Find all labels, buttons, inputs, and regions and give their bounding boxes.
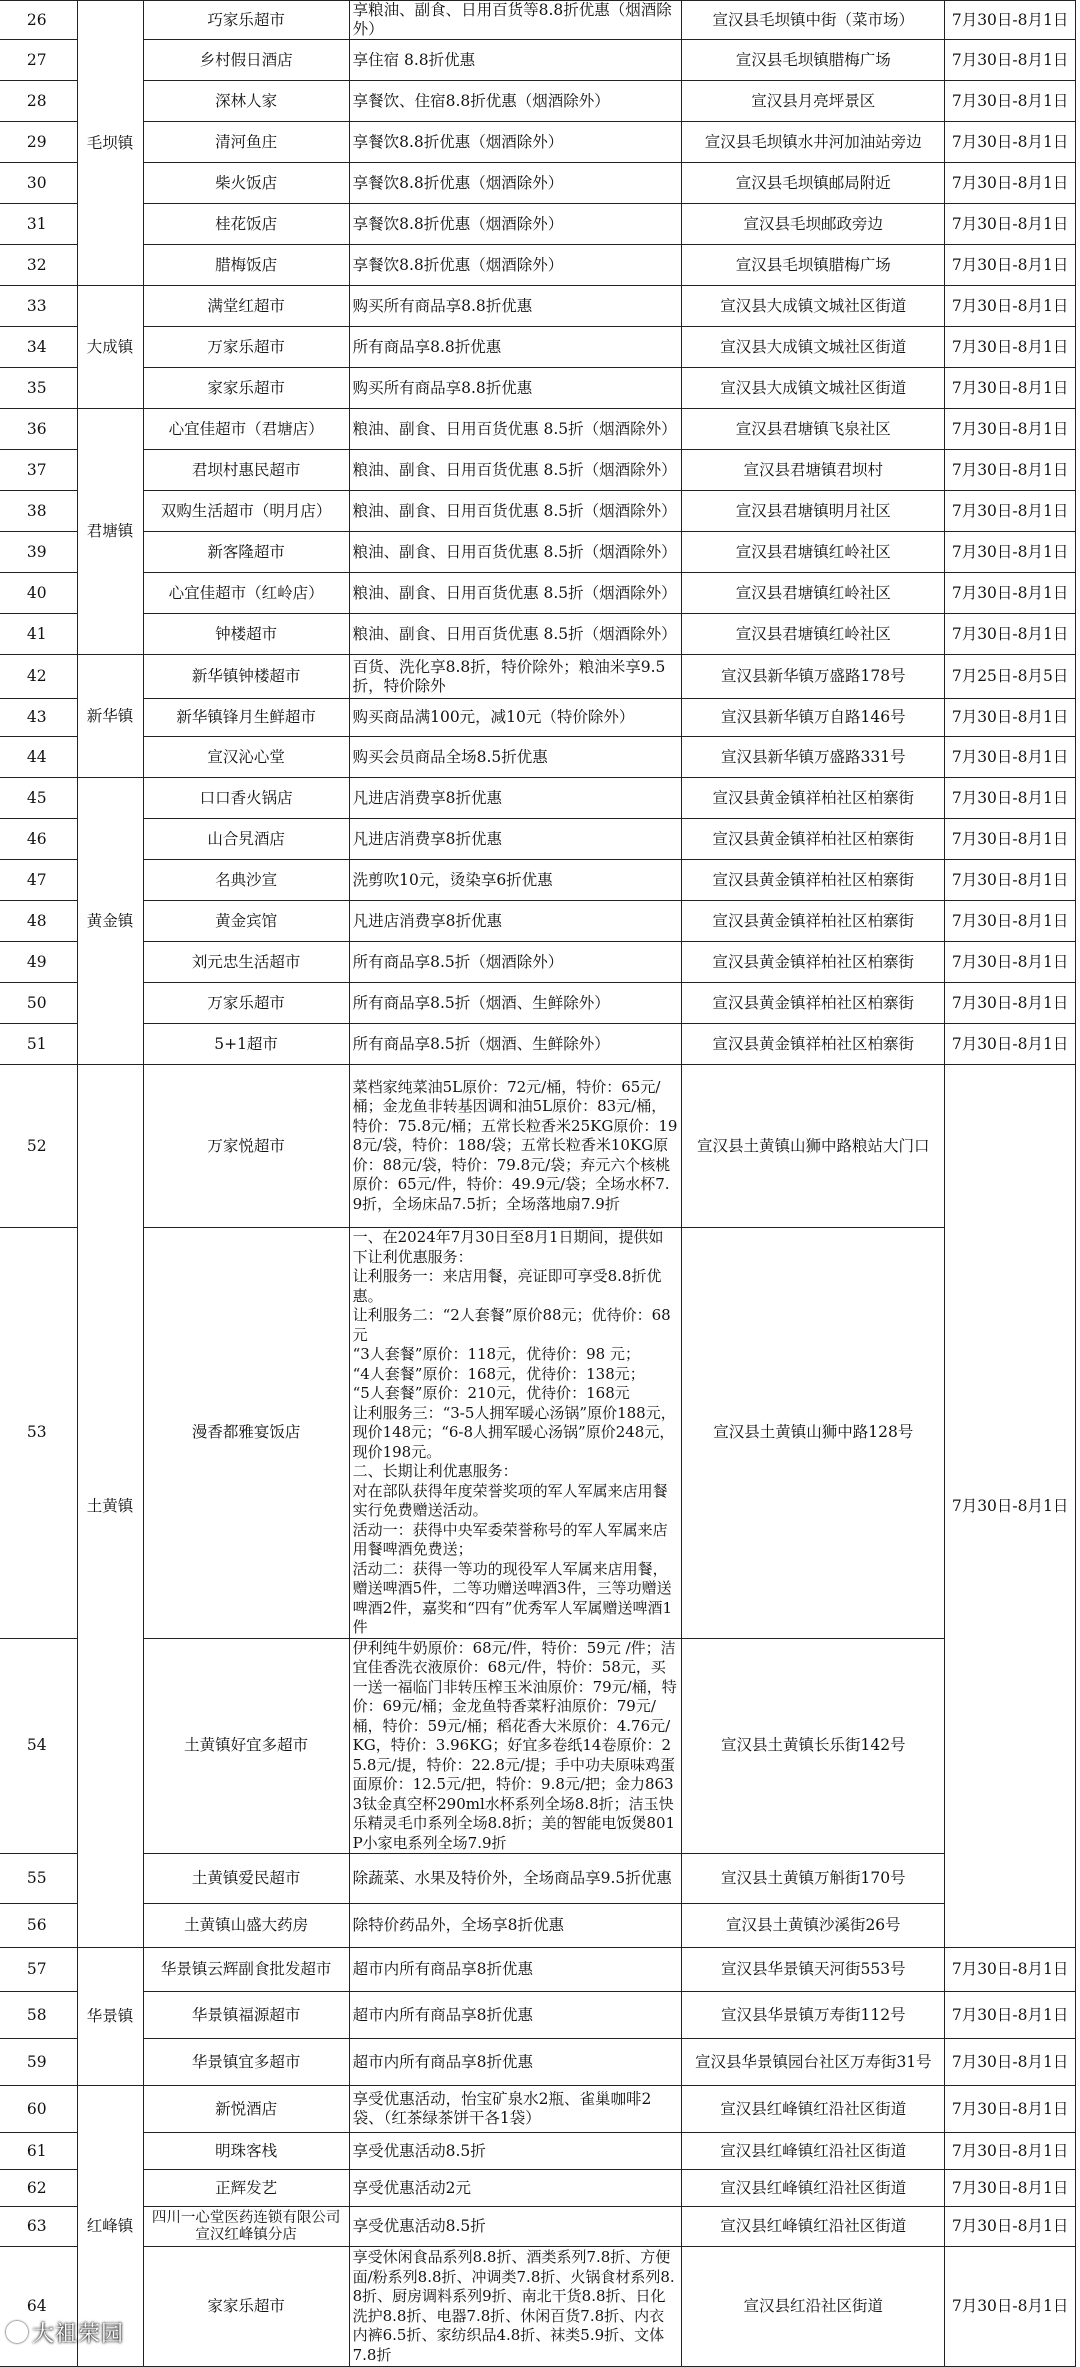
row-number: 26 [0,1,77,40]
row-number: 41 [0,614,77,655]
discount-desc: 享粮油、副食、日用百货等8.8折优惠（烟酒除外） [349,1,682,40]
merchant-address: 宣汉县黄金镇祥柏社区柏寨街 [682,1024,945,1065]
activity-period: 7月30日-8月1日 [945,2170,1076,2207]
row-number: 57 [0,1948,77,1992]
table-row [0,2170,1076,2207]
merchant-address: 宣汉县黄金镇祥柏社区柏寨街 [682,942,945,983]
merchant-name: 钟楼超市 [143,614,349,655]
activity-period: 7月30日-8月1日 [945,2207,1076,2247]
table-row [0,1992,1076,2039]
activity-period: 7月30日-8月1日 [945,40,1076,81]
activity-period: 7月30日-8月1日 [945,983,1076,1024]
merchant-name: 心宜佳超市（君塘店） [143,409,349,450]
watermark-logo-icon [6,2321,28,2343]
row-number: 28 [0,81,77,122]
table-row [0,1638,1076,1854]
table-row [0,860,1076,901]
discount-desc: 购买会员商品全场8.5折优惠 [349,737,682,778]
merchant-address: 宣汉县土黄镇山狮中路128号 [682,1228,945,1639]
row-number: 45 [0,778,77,819]
merchant-name: 腊梅饭店 [143,245,349,286]
merchant-name: 土黄镇山盛大药房 [143,1904,349,1948]
table-row [0,1,1076,40]
row-number: 42 [0,655,77,699]
town-cell: 华景镇 [77,1948,143,2086]
table-row [0,901,1076,942]
discount-desc: 洗剪吹10元，烫染享6折优惠 [349,860,682,901]
activity-period: 7月30日-8月1日 [945,901,1076,942]
table-body [0,1,1076,2367]
merchant-name: 新悦酒店 [143,2086,349,2133]
row-number: 29 [0,122,77,163]
merchant-name: 柴火饭店 [143,163,349,204]
merchant-address: 宣汉县土黄镇万斛街170号 [682,1854,945,1904]
discount-desc: 购买商品满100元，减10元（特价除外） [349,699,682,737]
row-number: 36 [0,409,77,450]
merchant-address: 宣汉县月亮坪景区 [682,81,945,122]
table-row [0,1024,1076,1065]
activity-period: 7月30日-8月1日 [945,368,1076,409]
merchant-name: 名典沙宣 [143,860,349,901]
merchant-address: 宣汉县大成镇文城社区街道 [682,368,945,409]
activity-period: 7月30日-8月1日 [945,778,1076,819]
merchant-name: 四川一心堂医药连锁有限公司宣汉红峰镇分店 [143,2207,349,2247]
row-number: 33 [0,286,77,327]
activity-period: 7月30日-8月1日 [945,942,1076,983]
merchant-name: 双购生活超市（明月店） [143,491,349,532]
merchant-address: 宣汉县土黄镇沙溪街26号 [682,1904,945,1948]
table-row [0,286,1076,327]
merchant-name: 华景镇宜多超市 [143,2039,349,2086]
activity-period: 7月30日-8月1日 [945,409,1076,450]
discount-desc: 粮油、副食、日用百货优惠 8.5折（烟酒除外） [349,409,682,450]
row-number: 30 [0,163,77,204]
merchant-address: 宣汉县毛坝镇中街（菜市场） [682,1,945,40]
discount-desc: 百货、洗化享8.8折，特价除外；粮油米享9.5折，特价除外 [349,655,682,699]
merchant-address: 宣汉县君塘镇明月社区 [682,491,945,532]
row-number: 50 [0,983,77,1024]
merchant-address: 宣汉县新华镇万盛路178号 [682,655,945,699]
row-number: 47 [0,860,77,901]
table-row [0,819,1076,860]
merchant-name: 深林人家 [143,81,349,122]
table-row [0,327,1076,368]
row-number: 40 [0,573,77,614]
table-row [0,245,1076,286]
watermark [6,2317,124,2348]
merchant-address: 宣汉县毛坝镇水井河加油站旁边 [682,122,945,163]
merchant-address: 宣汉县红峰镇红沿社区街道 [682,2133,945,2170]
activity-period: 7月30日-8月1日 [945,573,1076,614]
merchant-name: 满堂红超市 [143,286,349,327]
table-row [0,1854,1076,1904]
table-row [0,573,1076,614]
row-number: 53 [0,1228,77,1639]
table-row [0,983,1076,1024]
discount-desc: 一、在2024年7月30日至8月1日期间，提供如下让利优惠服务： 让利服务一：来店用餐，亮证即可享受8.8折优惠。 让利服务二：“2人套餐”原价88元；优待价：68元 “3人套餐”原价：118元，优待价：98 元； “4人套餐”原价：168元，优待价：138元； “5人套餐”原价：210元，优待价：168元 让利服务三：“3-5人拥军暖心汤锅”原价188元，现价148元；“6-8人拥军暖心汤锅”原价248元，现价198元。 二、长期让利优惠服务： 对在部队获得年度荣誉奖项的军人军属来店用餐实行免费赠送活动。 活动一：获得中央军委荣誉称号的军人军属来店用餐啤酒免费送； 活动二：获得一等功的现役军人军属来店用餐，赠送啤酒5件，二等功赠送啤酒3件，三等功赠送啤酒2件，嘉奖和“四有”优秀军人军属赠送啤酒1件 [349,1228,682,1639]
table-row [0,368,1076,409]
merchant-name: 万家乐超市 [143,327,349,368]
merchant-address: 宣汉县红峰镇红沿社区街道 [682,2086,945,2133]
merchant-address: 宣汉县毛坝镇腊梅广场 [682,245,945,286]
table-row [0,1228,1076,1639]
merchant-address: 宣汉县黄金镇祥柏社区柏寨街 [682,860,945,901]
activity-period: 7月30日-8月1日 [945,1948,1076,1992]
town-cell: 毛坝镇 [77,1,143,286]
discount-desc: 粮油、副食、日用百货优惠 8.5折（烟酒除外） [349,532,682,573]
table-row [0,1904,1076,1948]
activity-period: 7月30日-8月1日 [945,860,1076,901]
table-row [0,2086,1076,2133]
merchant-name: 正辉发艺 [143,2170,349,2207]
merchant-address: 宣汉县黄金镇祥柏社区柏寨街 [682,983,945,1024]
table-row [0,2247,1076,2367]
discount-desc: 伊利纯牛奶原价：68元/件，特价：59元 /件；洁宜佳香洗衣液原价：68元/件，特价：58元，买一送一福临门非转压榨玉米油原价：79元/桶，特价：69元/桶；金龙鱼特香菜籽油原价：79元/桶，特价：59元/桶；稻花香大米原价：4.76元/KG，特价：3.96KG；好宜多卷纸14卷原价：25.8元/提，特价：22.8元/提；手中功夫原味鸡蛋面原价：12.5元/把，特价：9.8元/把；金力8633钛金真空杯290ml水杯系列全场8.8折；洁玉快乐精灵毛巾系列全场8.8折；美的智能电饭煲801P小家电系列全场7.9折 [349,1638,682,1854]
row-number: 38 [0,491,77,532]
activity-period: 7月30日-8月1日 [945,1,1076,40]
table-row [0,409,1076,450]
discount-desc: 粮油、副食、日用百货优惠 8.5折（烟酒除外） [349,614,682,655]
merchant-address: 宣汉县红峰镇红沿社区街道 [682,2207,945,2247]
table-row [0,81,1076,122]
activity-period: 7月25日-8月5日 [945,655,1076,699]
row-number: 37 [0,450,77,491]
merchant-address: 宣汉县大成镇文城社区街道 [682,286,945,327]
discount-desc: 超市内所有商品享8折优惠 [349,2039,682,2086]
table-row [0,699,1076,737]
discount-desc: 购买所有商品享8.8折优惠 [349,286,682,327]
merchant-name: 乡村假日酒店 [143,40,349,81]
row-number: 64 [0,2247,77,2367]
table-row [0,491,1076,532]
row-number: 63 [0,2207,77,2247]
merchant-address: 宣汉县华景镇万寿街112号 [682,1992,945,2039]
merchant-address: 宣汉县毛坝镇腊梅广场 [682,40,945,81]
discount-desc: 超市内所有商品享8折优惠 [349,1992,682,2039]
merchant-name: 宣汉沁心堂 [143,737,349,778]
row-number: 46 [0,819,77,860]
row-number: 54 [0,1638,77,1854]
merchant-address: 宣汉县新华镇万盛路331号 [682,737,945,778]
activity-period: 7月30日-8月1日 [945,2247,1076,2367]
discount-desc: 所有商品享8.5折（烟酒、生鲜除外） [349,1024,682,1065]
merchant-name: 新客隆超市 [143,532,349,573]
merchant-address: 宣汉县华景镇天河街553号 [682,1948,945,1992]
activity-period: 7月30日-8月1日 [945,163,1076,204]
discount-desc: 享餐饮8.8折优惠（烟酒除外） [349,245,682,286]
table-row [0,778,1076,819]
town-cell: 土黄镇 [77,1065,143,1948]
row-number: 61 [0,2133,77,2170]
merchant-name: 家家乐超市 [143,368,349,409]
activity-period: 7月30日-8月1日 [945,1065,1076,1948]
merchant-address: 宣汉县黄金镇祥柏社区柏寨街 [682,778,945,819]
merchant-address: 宣汉县红沿社区街道 [682,2247,945,2367]
row-number: 44 [0,737,77,778]
merchant-name: 新华镇锋月生鲜超市 [143,699,349,737]
row-number: 31 [0,204,77,245]
row-number: 52 [0,1065,77,1228]
merchant-address: 宣汉县黄金镇祥柏社区柏寨街 [682,901,945,942]
merchant-name: 明珠客栈 [143,2133,349,2170]
discount-desc: 所有商品享8.8折优惠 [349,327,682,368]
discount-desc: 除特价药品外，全场享8折优惠 [349,1904,682,1948]
table-row [0,40,1076,81]
town-cell: 黄金镇 [77,778,143,1065]
row-number: 49 [0,942,77,983]
merchant-address: 宣汉县毛坝邮政旁边 [682,204,945,245]
discount-desc: 享受休闲食品系列8.8折、酒类系列7.8折、方便面/粉系列8.8折、冲调类7.8折、火锅食材系列8.8折、厨房调料系列9折、南北干货8.8折、日化洗护8.8折、电器7.8折、休闲百货7.8折、内衣内裤6.5折、家纺织品4.8折、袜类5.9折、文体7.8折 [349,2247,682,2367]
merchant-name: 5+1超市 [143,1024,349,1065]
discount-desc: 凡进店消费享8折优惠 [349,901,682,942]
activity-period: 7月30日-8月1日 [945,699,1076,737]
activity-period: 7月30日-8月1日 [945,2133,1076,2170]
discount-desc: 享餐饮8.8折优惠（烟酒除外） [349,122,682,163]
discount-desc: 享受优惠活动8.5折 [349,2207,682,2247]
table-row [0,450,1076,491]
merchant-address: 宣汉县大成镇文城社区街道 [682,327,945,368]
activity-period: 7月30日-8月1日 [945,204,1076,245]
discount-desc: 除蔬菜、水果及特价外，全场商品享9.5折优惠 [349,1854,682,1904]
activity-period: 7月30日-8月1日 [945,1024,1076,1065]
discount-desc: 超市内所有商品享8折优惠 [349,1948,682,1992]
activity-period: 7月30日-8月1日 [945,1992,1076,2039]
merchant-address: 宣汉县土黄镇长乐街142号 [682,1638,945,1854]
activity-period: 7月30日-8月1日 [945,81,1076,122]
merchant-name: 刘元忠生活超市 [143,942,349,983]
row-number: 56 [0,1904,77,1948]
activity-period: 7月30日-8月1日 [945,737,1076,778]
table-row [0,204,1076,245]
row-number: 48 [0,901,77,942]
row-number: 55 [0,1854,77,1904]
discount-desc: 粮油、副食、日用百货优惠 8.5折（烟酒除外） [349,491,682,532]
discount-desc: 所有商品享8.5折（烟酒除外） [349,942,682,983]
row-number: 39 [0,532,77,573]
merchant-address: 宣汉县华景镇园台社区万寿街31号 [682,2039,945,2086]
table-row [0,2207,1076,2247]
merchant-address: 宣汉县君塘镇红岭社区 [682,532,945,573]
discount-desc: 享餐饮、住宿8.8折优惠（烟酒除外） [349,81,682,122]
merchant-name: 心宜佳超市（红岭店） [143,573,349,614]
town-cell: 君塘镇 [77,409,143,655]
activity-period: 7月30日-8月1日 [945,245,1076,286]
discount-desc: 凡进店消费享8折优惠 [349,819,682,860]
merchant-address: 宣汉县君塘镇飞泉社区 [682,409,945,450]
row-number: 59 [0,2039,77,2086]
row-number: 51 [0,1024,77,1065]
table-row [0,942,1076,983]
table-row [0,737,1076,778]
row-number: 60 [0,2086,77,2133]
table-row [0,2133,1076,2170]
merchant-name: 华景镇云辉副食批发超市 [143,1948,349,1992]
merchant-address: 宣汉县君塘镇红岭社区 [682,573,945,614]
table-row [0,163,1076,204]
activity-period: 7月30日-8月1日 [945,491,1076,532]
merchant-name: 万家乐超市 [143,983,349,1024]
activity-period: 7月30日-8月1日 [945,327,1076,368]
row-number: 32 [0,245,77,286]
merchant-name: 新华镇钟楼超市 [143,655,349,699]
table-row [0,1065,1076,1228]
watermark-text: 大祖荣园 [32,2322,125,2347]
merchant-address: 宣汉县毛坝镇邮局附近 [682,163,945,204]
activity-period: 7月30日-8月1日 [945,450,1076,491]
table-row [0,614,1076,655]
activity-period: 7月30日-8月1日 [945,2039,1076,2086]
merchant-address: 宣汉县新华镇万自路146号 [682,699,945,737]
merchant-name: 清河鱼庄 [143,122,349,163]
table-row [0,122,1076,163]
merchant-name: 家家乐超市 [143,2247,349,2367]
row-number: 58 [0,1992,77,2039]
discount-desc: 享受优惠活动8.5折 [349,2133,682,2170]
table-row [0,2039,1076,2086]
discount-desc: 粮油、副食、日用百货优惠 8.5折（烟酒除外） [349,573,682,614]
merchant-name: 君坝村惠民超市 [143,450,349,491]
merchant-name: 华景镇福源超市 [143,1992,349,2039]
row-number: 43 [0,699,77,737]
discount-desc: 享受优惠活动，怡宝矿泉水2瓶、雀巢咖啡2袋、（红茶绿茶饼干各1袋） [349,2086,682,2133]
table-row [0,655,1076,699]
activity-period: 7月30日-8月1日 [945,819,1076,860]
activity-period: 7月30日-8月1日 [945,286,1076,327]
merchant-name: 黄金宾馆 [143,901,349,942]
town-cell: 红峰镇 [77,2086,143,2367]
activity-period: 7月30日-8月1日 [945,122,1076,163]
activity-period: 7月30日-8月1日 [945,2086,1076,2133]
row-number: 34 [0,327,77,368]
merchant-address: 宣汉县土黄镇山狮中路粮站大门口 [682,1065,945,1228]
merchant-name: 桂花饭店 [143,204,349,245]
discount-desc: 购买所有商品享8.8折优惠 [349,368,682,409]
discount-desc: 享餐饮8.8折优惠（烟酒除外） [349,204,682,245]
discount-desc: 享餐饮8.8折优惠（烟酒除外） [349,163,682,204]
merchant-address: 宣汉县君塘镇红岭社区 [682,614,945,655]
table-row [0,532,1076,573]
merchant-name: 万家悦超市 [143,1065,349,1228]
activity-period: 7月30日-8月1日 [945,614,1076,655]
discount-desc: 所有商品享8.5折（烟酒、生鲜除外） [349,983,682,1024]
merchant-name: 漫香都雅宴饭店 [143,1228,349,1639]
merchant-name: 土黄镇爱民超市 [143,1854,349,1904]
merchant-name: 土黄镇好宜多超市 [143,1638,349,1854]
activity-period: 7月30日-8月1日 [945,532,1076,573]
town-cell: 新华镇 [77,655,143,778]
row-number: 27 [0,40,77,81]
discount-desc: 粮油、副食、日用百货优惠 8.5折（烟酒除外） [349,450,682,491]
row-number: 62 [0,2170,77,2207]
discount-desc: 菜档家纯菜油5L原价：72元/桶，特价：65元/桶；金龙鱼非转基因调和油5L原价：83元/桶，特价：75.8元/桶；五常长粒香米25KG原价：198元/袋，特价：188/袋；五常长粒香米10KG原价：88元/袋，特价：79.8元/袋；弃元六个核桃原价：65元/件，特价：49.9元/袋；全场水杯7.9折，全场床品7.5折；全场落地扇7.9折 [349,1065,682,1228]
row-number: 35 [0,368,77,409]
town-cell: 大成镇 [77,286,143,409]
discount-desc: 享受优惠活动2元 [349,2170,682,2207]
discount-desc: 享住宿 8.8折优惠 [349,40,682,81]
merchant-address: 宣汉县黄金镇祥柏社区柏寨街 [682,819,945,860]
merchant-name: 巧家乐超市 [143,1,349,40]
table-row [0,1948,1076,1992]
discount-desc: 凡进店消费享8折优惠 [349,778,682,819]
merchant-name: 山合旯酒店 [143,819,349,860]
merchant-address: 宣汉县君塘镇君坝村 [682,450,945,491]
merchant-address: 宣汉县红峰镇红沿社区街道 [682,2170,945,2207]
merchant-name: 口口香火锅店 [143,778,349,819]
